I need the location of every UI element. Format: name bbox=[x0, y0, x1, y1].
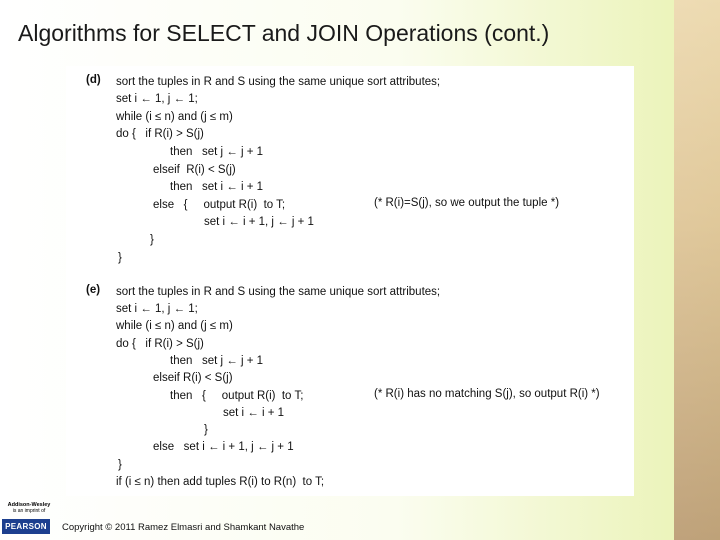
algorithm-e-line: if (i ≤ n) then add tuples R(i) to R(n) to T; bbox=[116, 476, 325, 488]
algorithm-d-line: } bbox=[118, 252, 122, 264]
algorithm-d-line: while (i ≤ n) and (j ≤ m) bbox=[116, 111, 233, 123]
pearson-logo: PEARSON bbox=[2, 519, 50, 534]
algorithm-d-comment: (* R(i)=S(j), so we output the tuple *) bbox=[374, 197, 560, 209]
algorithm-e-line: } bbox=[118, 459, 122, 471]
algorithm-d-line: then set i ← i + 1 bbox=[170, 181, 264, 193]
decorative-side-bar bbox=[674, 0, 720, 540]
logo-sub-text: is an imprint of bbox=[12, 508, 46, 514]
algorithm-d-label: (d) bbox=[86, 74, 101, 86]
addison-wesley-logo bbox=[3, 502, 55, 514]
slide-title: Algorithms for SELECT and JOIN Operations (cont.) bbox=[18, 20, 550, 46]
algorithm-e-line: else set i ← i + 1, j ← j + 1 bbox=[153, 441, 294, 453]
algorithm-e-line: set i ← i + 1 bbox=[223, 407, 285, 419]
algorithm-d-line: do { if R(i) > S(j) bbox=[116, 128, 204, 140]
algorithm-e-line: while (i ≤ n) and (j ≤ m) bbox=[116, 320, 233, 332]
algorithm-e-line: set i ← 1, j ← 1; bbox=[116, 303, 198, 315]
algorithm-e-line: do { if R(i) > S(j) bbox=[116, 338, 204, 350]
algorithm-e-line: } bbox=[204, 424, 208, 436]
algorithm-d-line: elseif R(i) < S(j) bbox=[153, 164, 236, 176]
algorithm-d-line: } bbox=[150, 234, 154, 246]
logo-top-text: Addison-Wesley bbox=[7, 502, 51, 508]
algorithm-e-line: then set j ← j + 1 bbox=[170, 355, 264, 367]
algorithm-d-line: set i ← 1, j ← 1; bbox=[116, 93, 198, 105]
copyright-notice: Copyright © 2011 Ramez Elmasri and Shamkant Navathe bbox=[62, 522, 305, 533]
algorithm-figure bbox=[66, 66, 634, 496]
algorithm-e-label: (e) bbox=[86, 284, 101, 296]
algorithm-e-line: elseif R(i) < S(j) bbox=[153, 372, 233, 384]
algorithm-e-comment: (* R(i) has no matching S(j), so output R(i) *) bbox=[374, 388, 600, 400]
algorithm-e-line: then { output R(i) to T; bbox=[170, 390, 304, 402]
algorithm-d-line: then set j ← j + 1 bbox=[170, 146, 264, 158]
algorithm-d-line: sort the tuples in R and S using the same unique sort attributes; bbox=[116, 76, 441, 88]
algorithm-e-line: sort the tuples in R and S using the same unique sort attributes; bbox=[116, 286, 441, 298]
algorithm-d-line: else { output R(i) to T; bbox=[153, 199, 286, 211]
algorithm-d-line: set i ← i + 1, j ← j + 1 bbox=[204, 216, 314, 228]
